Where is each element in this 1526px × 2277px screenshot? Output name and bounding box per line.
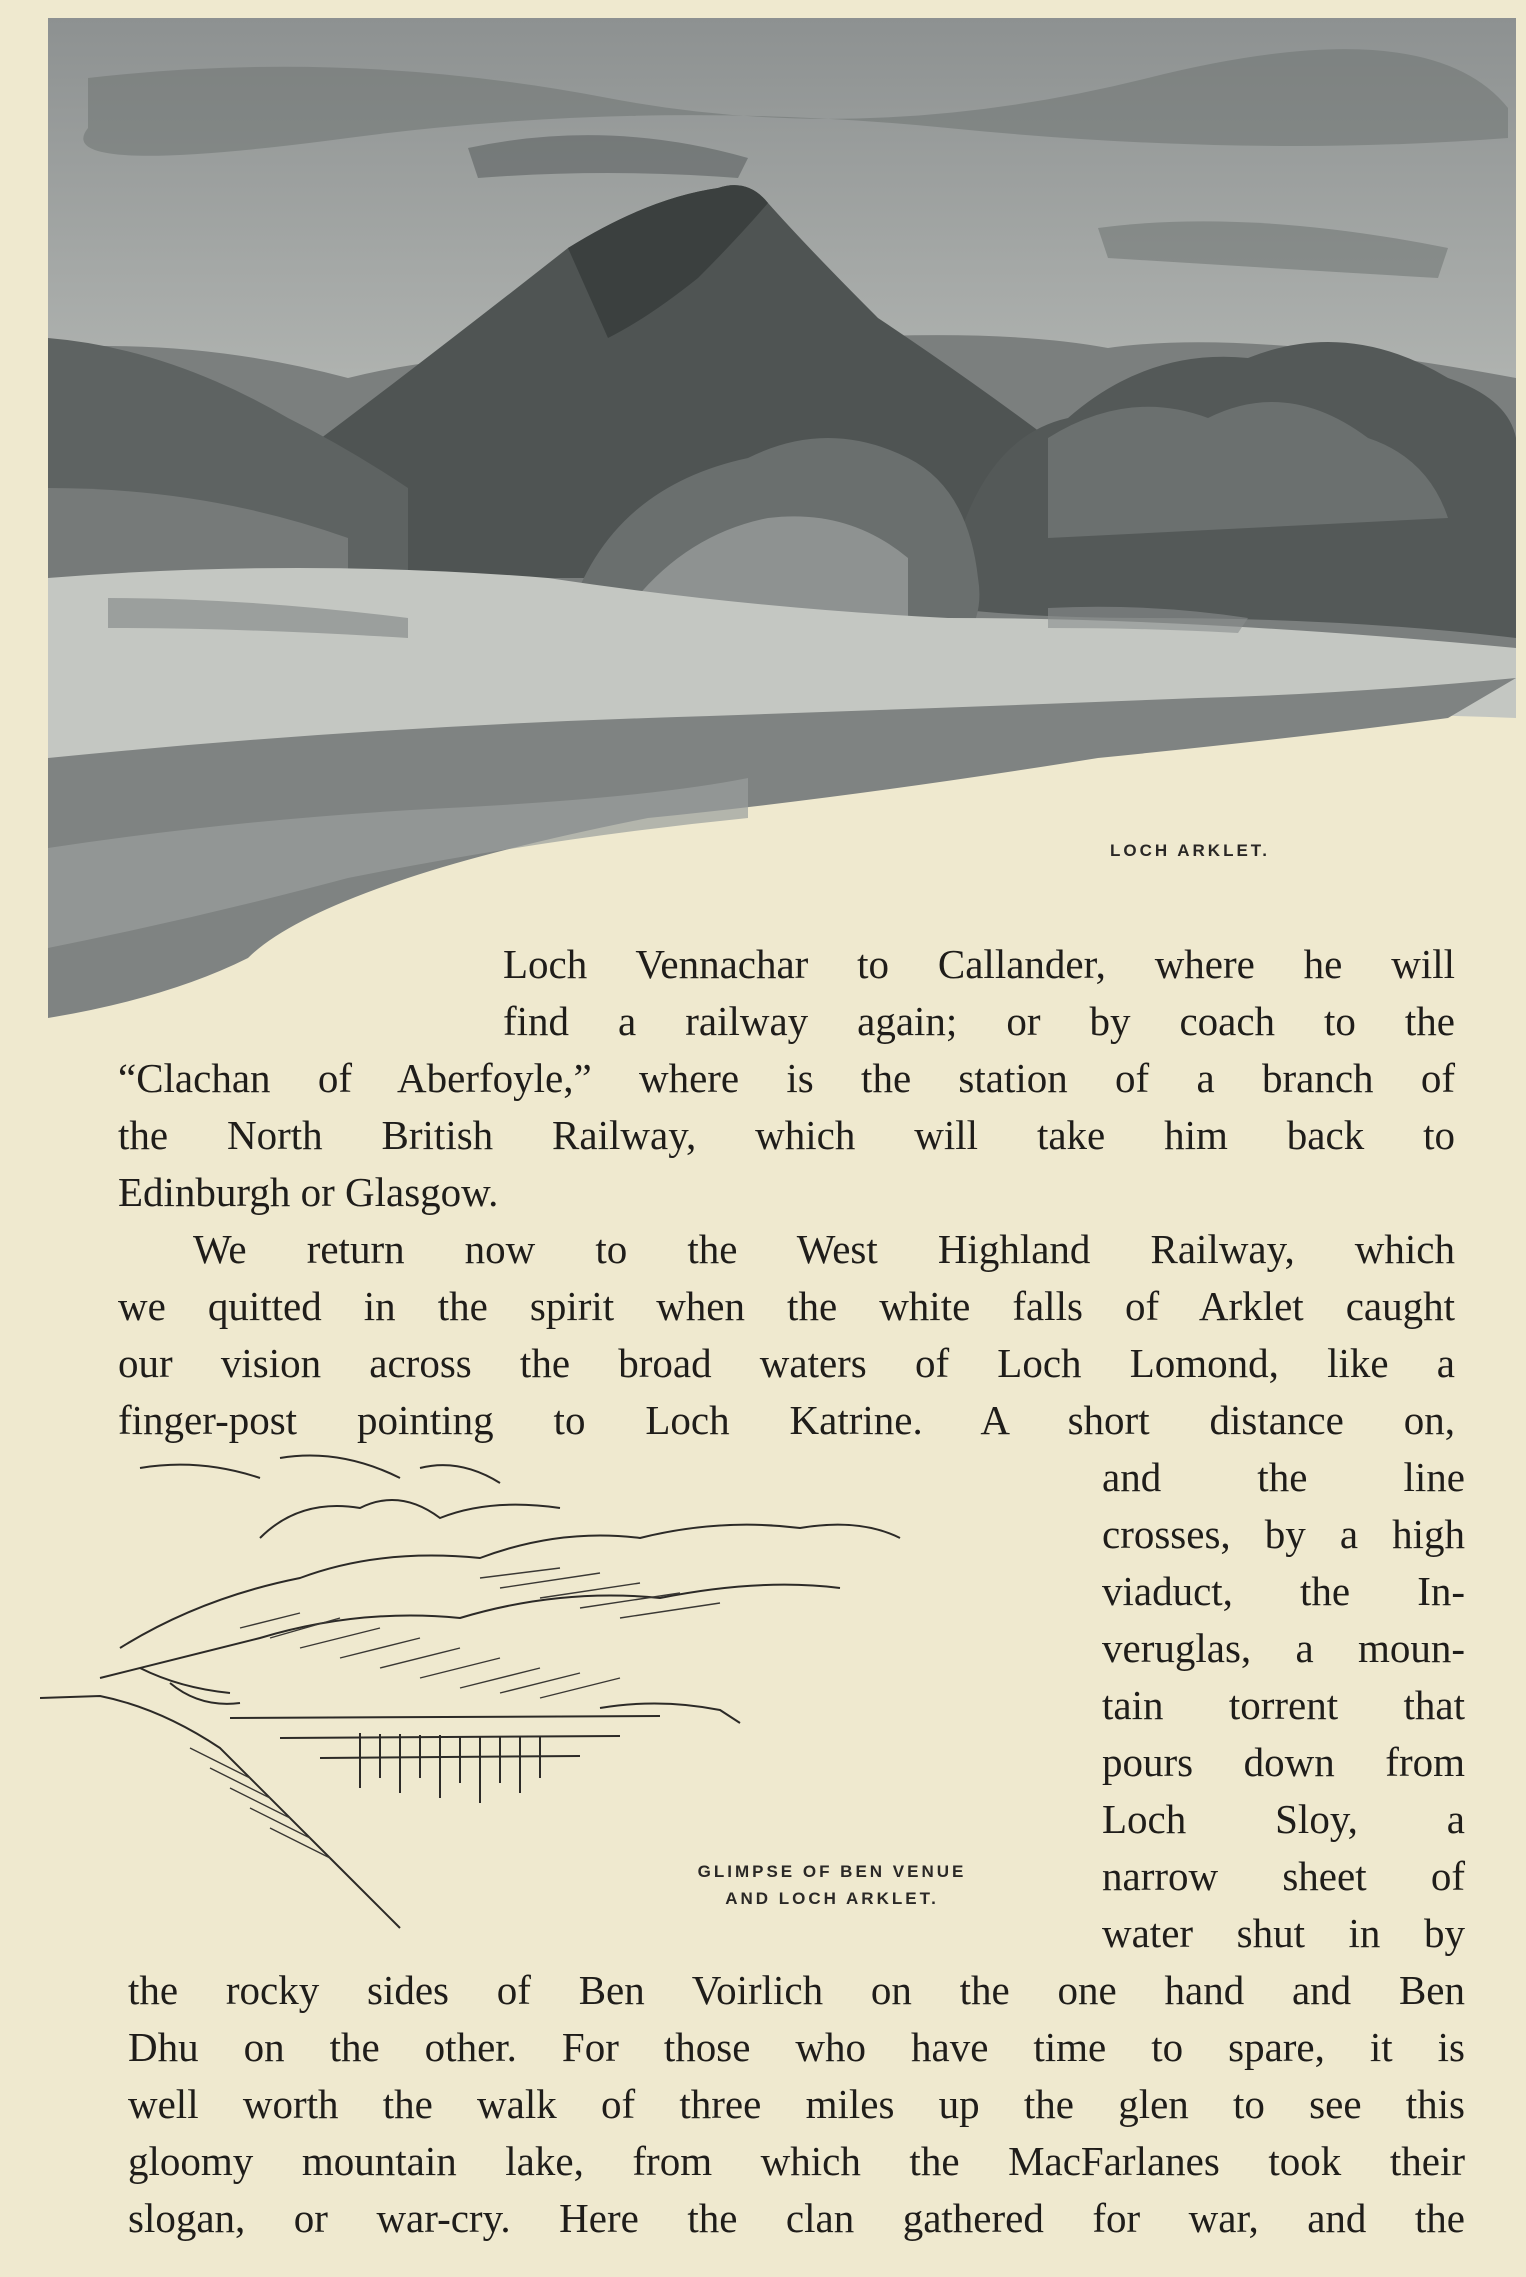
body-line: the North British Railway, which will take him back to (118, 1112, 1455, 1158)
body-line: our vision across the broad waters of Loch Lomond, like a (118, 1340, 1455, 1386)
top-illustration-caption: LOCH ARKLET. (1109, 841, 1271, 860)
body-line: tain torrent that (1102, 1682, 1465, 1728)
body-line: pours down from (1102, 1739, 1465, 1785)
body-line: we quitted in the spirit when the white falls of Arklet caught (118, 1283, 1455, 1329)
body-line: Loch Sloy, a (1102, 1796, 1465, 1842)
body-line: Edinburgh or Glasgow. (118, 1169, 499, 1215)
inline-illustration-caption (612, 1858, 1052, 1912)
inline-caption-line-1: GLIMPSE OF BEN VENUE (697, 1862, 967, 1881)
body-line: gloomy mountain lake, from which the MacFarlanes took their (128, 2138, 1465, 2184)
body-line: slogan, or war-cry. Here the clan gathered for war, and the (128, 2195, 1465, 2241)
body-line: We return now to the West Highland Railway, which (193, 1226, 1455, 1272)
inline-caption-line-2: AND LOCH ARKLET. (725, 1889, 939, 1908)
loch-arklet-illustration (48, 18, 1516, 1023)
body-line: veruglas, a moun- (1102, 1625, 1465, 1671)
body-line: Dhu on the other. For those who have time to spare, it is (128, 2024, 1465, 2070)
body-line: find a railway again; or by coach to the (503, 998, 1455, 1044)
body-line: the rocky sides of Ben Voirlich on the one hand and Ben (128, 1967, 1465, 2013)
body-line: “Clachan of Aberfoyle,” where is the station of a branch of (118, 1055, 1455, 1101)
body-line: well worth the walk of three miles up the glen to see this (128, 2081, 1465, 2127)
body-line: water shut in by (1102, 1910, 1465, 1956)
body-line: viaduct, the In- (1102, 1568, 1465, 1614)
body-line: and the line (1102, 1454, 1465, 1500)
body-line: crosses, by a high (1102, 1511, 1465, 1557)
body-line: narrow sheet of (1102, 1853, 1465, 1899)
body-line: finger-post pointing to Loch Katrine. A short distance on, (118, 1397, 1455, 1443)
body-line: Loch Vennachar to Callander, where he will (503, 941, 1455, 987)
